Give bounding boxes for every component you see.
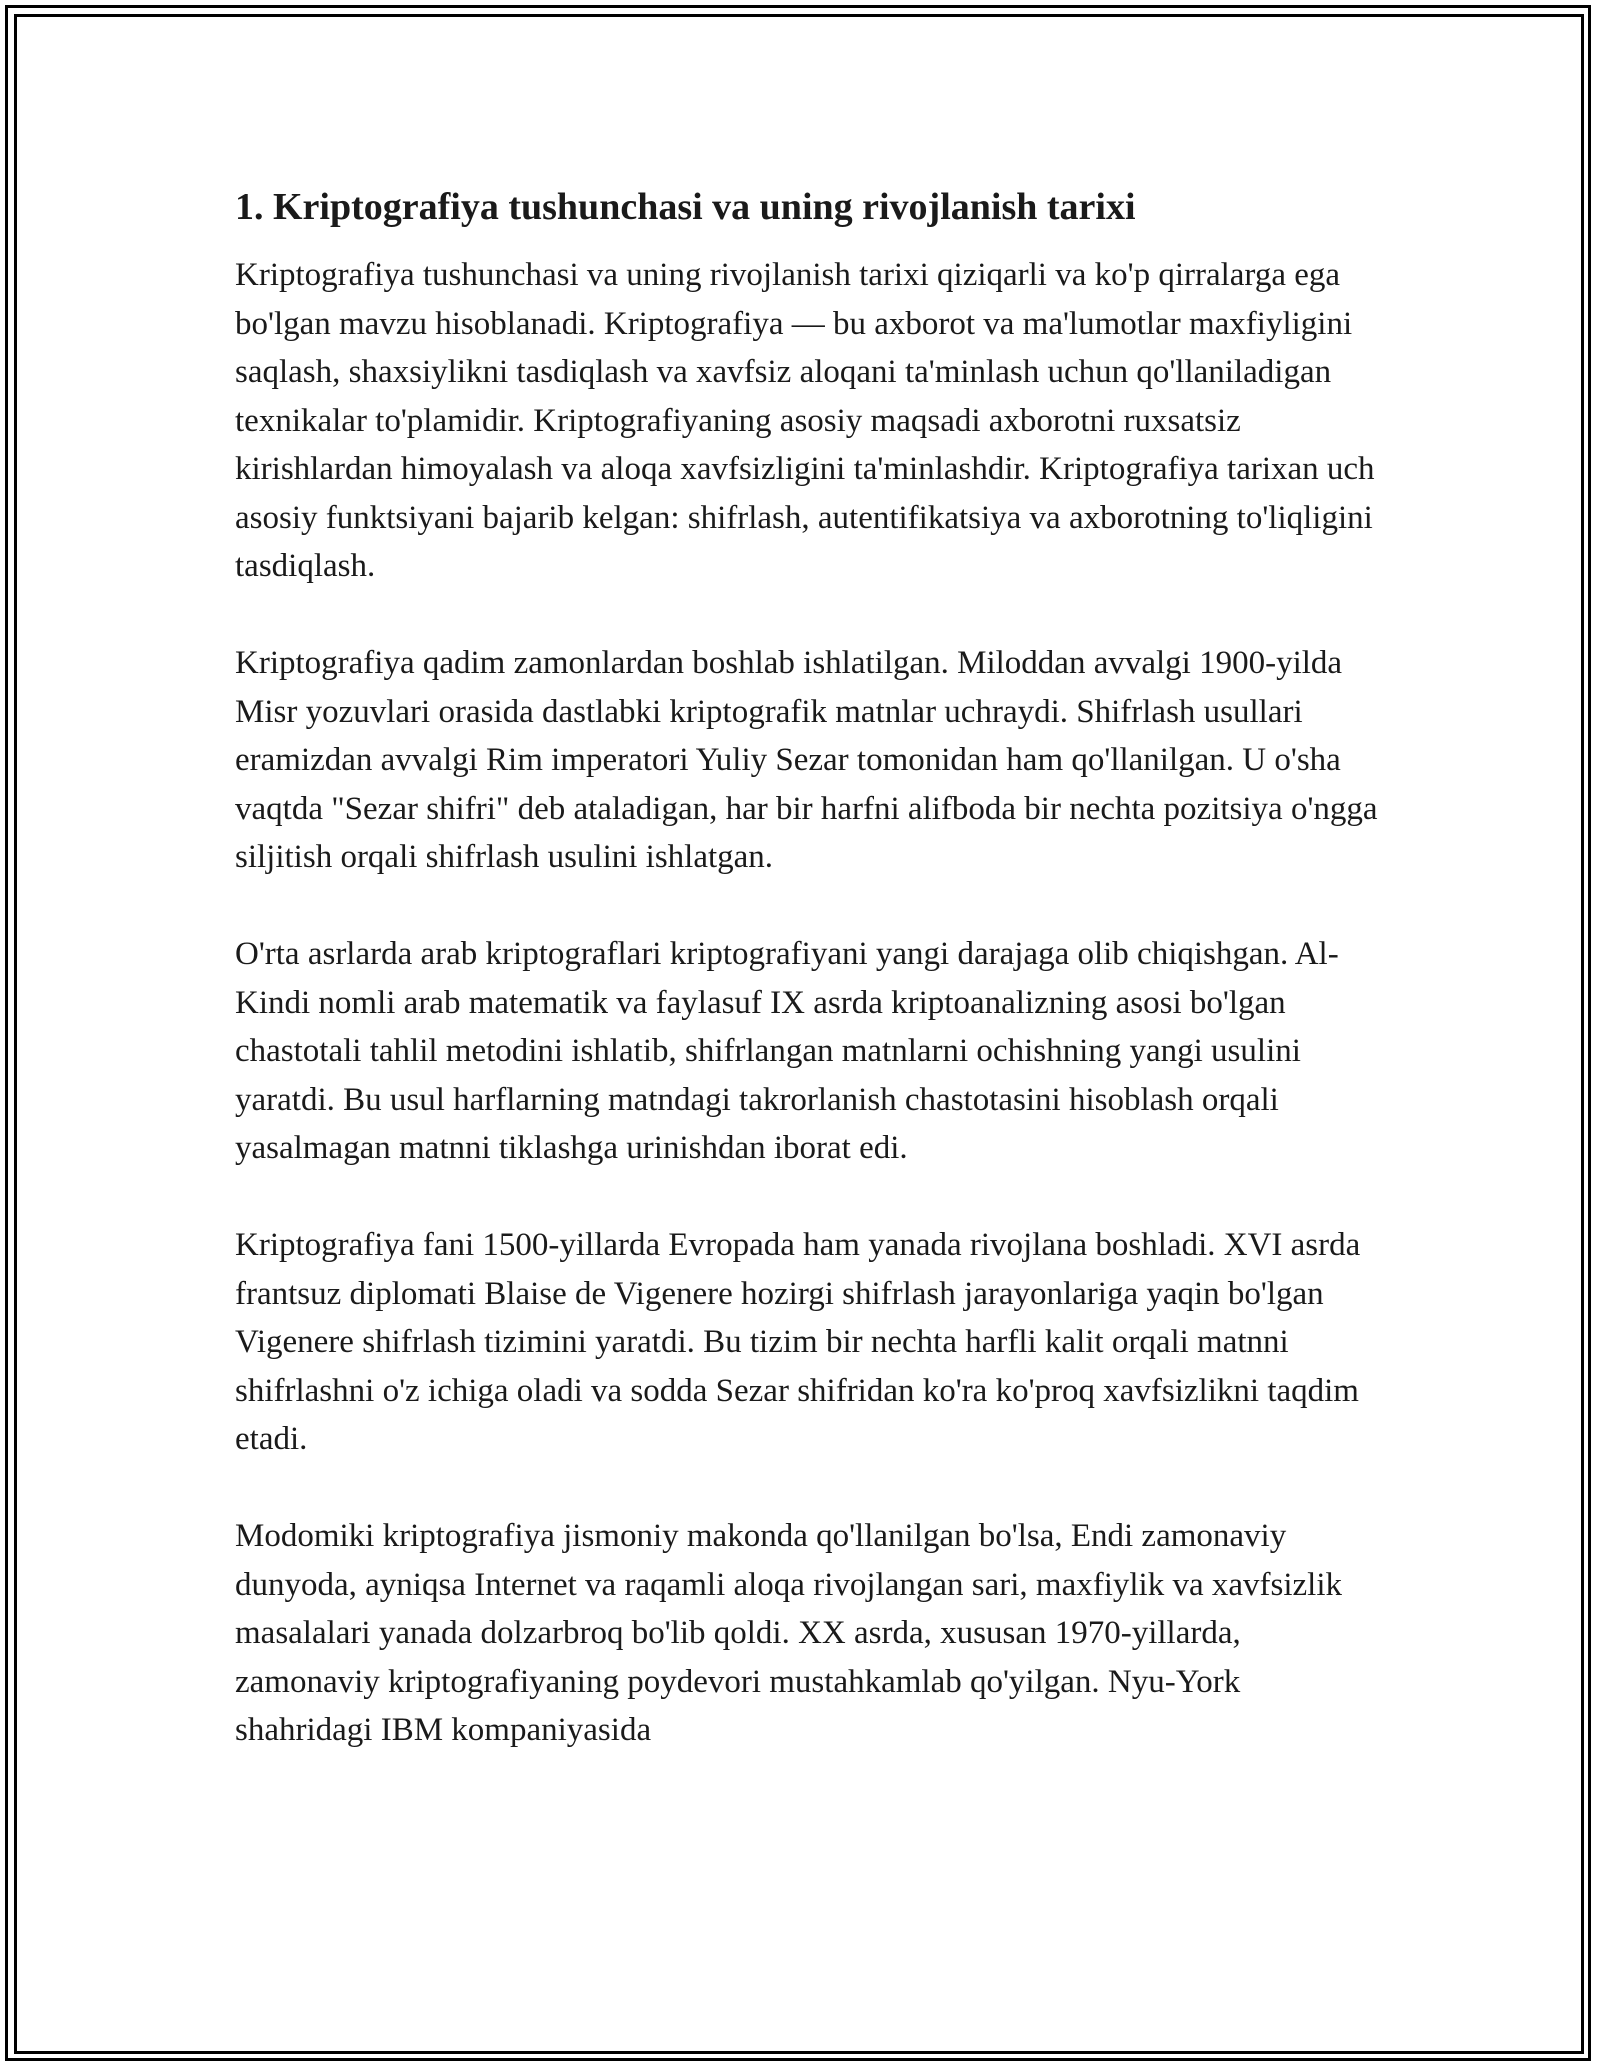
page-title: 1. Kriptografiya tushunchasi va uning rivojlanish tarixi: [235, 186, 1136, 228]
document-body: [235, 183, 1385, 1803]
paragraph-5: Modomiki kriptografiya jismoniy makonda qo'llanilgan bo'lsa, Endi zamonaviy dunyoda, ayniqsa Internet va raqamli aloqa rivojlangan sari, maxfiylik va xavfsizlik masalalari yanada dolzarbroq bo'lib qoldi. XX asrda, xususan 1970-yillarda, zamonaviy kriptografiyaning poydevori mustahkamlab qo'yilgan. Nyu-York shahridagi IBM kompaniyasida: [235, 1518, 1342, 1748]
paragraph-2: Kriptografiya qadim zamonlardan boshlab ishlatilgan. Miloddan avvalgi 1900-yilda Misr yozuvlari orasida dastlabki kriptografik matnlar uchraydi. Shifrlash usullari eramizdan avvalgi Rim imperatori Yuliy Sezar tomonidan ham qo'llanilgan. U o'sha vaqtda "Sezar shifri" deb ataladigan, har bir harfni alifboda bir nechta pozitsiya o'ngga siljitish orqali shifrlash usulini ishlatgan.: [235, 645, 1378, 875]
paragraph-3: O'rta asrlarda arab kriptograflari kriptografiyani yangi darajaga olib chiqishgan. Al-Kindi nomli arab matematik va faylasuf IX asrda kriptoanalizning asosi bo'lgan chastotali tahlil metodini ishlatib, shifrlangan matnlarni ochishning yangi usulini yaratdi. Bu usul harflarning matndagi takrorlanish chastotasini hisoblash orqali yasalmagan matnni tiklashga urinishdan iborat edi.: [235, 936, 1339, 1166]
paragraph-1: Kriptografiya tushunchasi va uning rivojlanish tarixi qiziqarli va ko'p qirralarga ega bo'lgan mavzu hisoblanadi. Kriptografiya — bu axborot va ma'lumotlar maxfiyligini saqlash, shaxsiylikni tasdiqlash va xavfsiz aloqani ta'minlash uchun qo'llaniladigan texnikalar to'plamidir. Kriptografiyaning asosiy maqsadi axborotni ruxsatsiz kirishlardan himoyalash va aloqa xavfsizligini ta'minlashdir. Kriptografiya tarixan uch asosiy funktsiyani bajarib kelgan: shifrlash, autentifikatsiya va axborotning to'liqligini tasdiqlash.: [235, 257, 1375, 584]
paragraph-4: Kriptografiya fani 1500-yillarda Evropada ham yanada rivojlana boshladi. XVI asrda frantsuz diplomati Blaise de Vigenere hozirgi shifrlash jarayonlariga yaqin bo'lgan Vigenere shifrlash tizimini yaratdi. Bu tizim bir nechta harfli kalit orqali matnni shifrlashni o'z ichiga oladi va sodda Sezar shifridan ko'ra ko'proq xavfsizlikni taqdim etadi.: [235, 1227, 1361, 1457]
